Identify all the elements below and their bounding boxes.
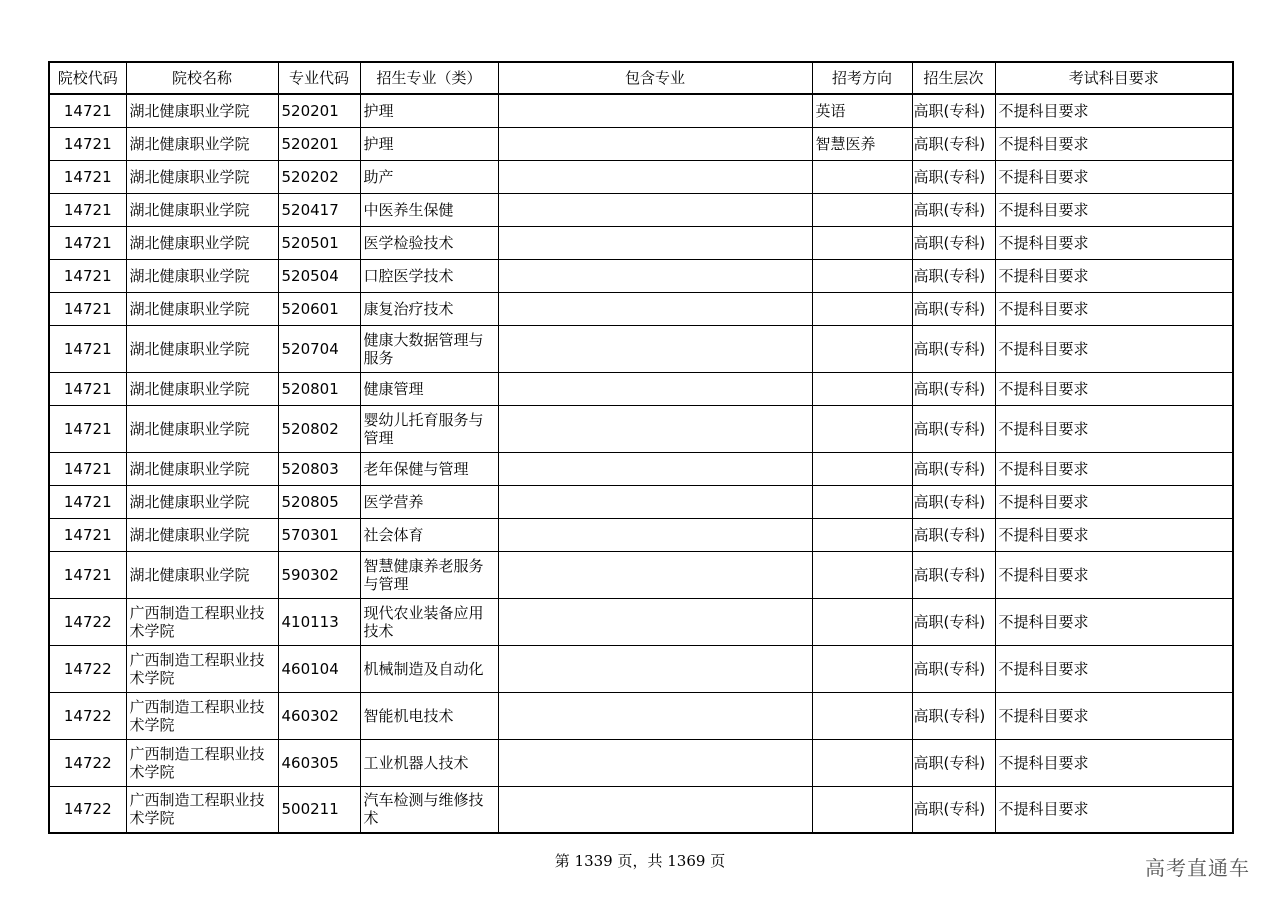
cell-school-code: 14721	[49, 127, 126, 160]
cell-school-code: 14721	[49, 372, 126, 405]
cell-school-name: 湖北健康职业学院	[126, 485, 278, 518]
header-requirement: 考试科目要求	[995, 62, 1233, 94]
cell-level: 高职(专科)	[912, 485, 995, 518]
cell-direction	[812, 325, 912, 372]
cell-level: 高职(专科)	[912, 160, 995, 193]
cell-requirement: 不提科目要求	[995, 405, 1233, 452]
cell-school-code: 14722	[49, 598, 126, 645]
cell-level: 高职(专科)	[912, 325, 995, 372]
cell-school-name: 湖北健康职业学院	[126, 292, 278, 325]
cell-level: 高职(专科)	[912, 193, 995, 226]
cell-school-code: 14721	[49, 226, 126, 259]
cell-included-majors	[498, 485, 812, 518]
header-included-majors: 包含专业	[498, 62, 812, 94]
cell-school-code: 14721	[49, 160, 126, 193]
cell-included-majors	[498, 325, 812, 372]
cell-major-code: 570301	[278, 518, 360, 551]
cell-major: 医学营养	[360, 485, 498, 518]
cell-included-majors	[498, 127, 812, 160]
cell-major: 智慧健康养老服务与管理	[360, 551, 498, 598]
cell-major: 汽车检测与维修技术	[360, 786, 498, 833]
cell-direction: 英语	[812, 94, 912, 127]
cell-major-code: 520601	[278, 292, 360, 325]
table-row	[49, 452, 1233, 485]
table-row	[49, 325, 1233, 372]
cell-major: 医学检验技术	[360, 226, 498, 259]
cell-included-majors	[498, 739, 812, 786]
cell-school-code: 14721	[49, 259, 126, 292]
table-row	[49, 405, 1233, 452]
table-row	[49, 160, 1233, 193]
table-row	[49, 94, 1233, 127]
cell-major: 护理	[360, 127, 498, 160]
cell-major: 助产	[360, 160, 498, 193]
cell-major-code: 590302	[278, 551, 360, 598]
cell-included-majors	[498, 193, 812, 226]
cell-requirement: 不提科目要求	[995, 127, 1233, 160]
cell-level: 高职(专科)	[912, 692, 995, 739]
cell-requirement: 不提科目要求	[995, 518, 1233, 551]
cell-included-majors	[498, 259, 812, 292]
cell-school-name: 湖北健康职业学院	[126, 226, 278, 259]
cell-school-name: 湖北健康职业学院	[126, 127, 278, 160]
cell-direction: 智慧医养	[812, 127, 912, 160]
cell-major-code: 460104	[278, 645, 360, 692]
cell-requirement: 不提科目要求	[995, 226, 1233, 259]
cell-level: 高职(专科)	[912, 127, 995, 160]
cell-direction	[812, 551, 912, 598]
cell-requirement: 不提科目要求	[995, 485, 1233, 518]
table-row	[49, 518, 1233, 551]
cell-direction	[812, 485, 912, 518]
cell-school-name: 广西制造工程职业技术学院	[126, 692, 278, 739]
cell-level: 高职(专科)	[912, 94, 995, 127]
cell-major: 口腔医学技术	[360, 259, 498, 292]
cell-included-majors	[498, 452, 812, 485]
cell-level: 高职(专科)	[912, 518, 995, 551]
cell-school-name: 广西制造工程职业技术学院	[126, 645, 278, 692]
cell-major-code: 520802	[278, 405, 360, 452]
cell-included-majors	[498, 551, 812, 598]
cell-direction	[812, 405, 912, 452]
cell-major-code: 520801	[278, 372, 360, 405]
cell-included-majors	[498, 372, 812, 405]
cell-major: 智能机电技术	[360, 692, 498, 739]
cell-included-majors	[498, 645, 812, 692]
cell-direction	[812, 645, 912, 692]
table-row	[49, 739, 1233, 786]
table-row	[49, 193, 1233, 226]
table-row	[49, 259, 1233, 292]
table-row	[49, 226, 1233, 259]
table-row	[49, 127, 1233, 160]
header-major: 招生专业（类）	[360, 62, 498, 94]
cell-requirement: 不提科目要求	[995, 372, 1233, 405]
cell-included-majors	[498, 405, 812, 452]
header-level: 招生层次	[912, 62, 995, 94]
header-major-code: 专业代码	[278, 62, 360, 94]
cell-school-name: 湖北健康职业学院	[126, 325, 278, 372]
cell-major-code: 520417	[278, 193, 360, 226]
cell-major: 社会体育	[360, 518, 498, 551]
cell-requirement: 不提科目要求	[995, 160, 1233, 193]
cell-direction	[812, 598, 912, 645]
admissions-table	[48, 61, 1234, 834]
table-row	[49, 551, 1233, 598]
cell-major: 康复治疗技术	[360, 292, 498, 325]
cell-major-code: 520201	[278, 94, 360, 127]
cell-school-name: 湖北健康职业学院	[126, 518, 278, 551]
cell-level: 高职(专科)	[912, 292, 995, 325]
cell-major-code: 460302	[278, 692, 360, 739]
cell-school-code: 14721	[49, 405, 126, 452]
cell-included-majors	[498, 292, 812, 325]
cell-major: 工业机器人技术	[360, 739, 498, 786]
cell-major-code: 410113	[278, 598, 360, 645]
cell-direction	[812, 786, 912, 833]
cell-school-code: 14721	[49, 292, 126, 325]
cell-school-code: 14721	[49, 325, 126, 372]
cell-major: 老年保健与管理	[360, 452, 498, 485]
table-row	[49, 786, 1233, 833]
cell-major: 中医养生保健	[360, 193, 498, 226]
cell-major-code: 520803	[278, 452, 360, 485]
cell-level: 高职(专科)	[912, 551, 995, 598]
header-school-code: 院校代码	[49, 62, 126, 94]
cell-school-code: 14721	[49, 518, 126, 551]
table-row	[49, 645, 1233, 692]
cell-direction	[812, 259, 912, 292]
cell-direction	[812, 692, 912, 739]
cell-requirement: 不提科目要求	[995, 739, 1233, 786]
cell-school-code: 14722	[49, 739, 126, 786]
cell-school-name: 湖北健康职业学院	[126, 551, 278, 598]
table-row	[49, 372, 1233, 405]
cell-level: 高职(专科)	[912, 405, 995, 452]
cell-included-majors	[498, 598, 812, 645]
cell-major-code: 520201	[278, 127, 360, 160]
cell-direction	[812, 739, 912, 786]
cell-included-majors	[498, 226, 812, 259]
cell-level: 高职(专科)	[912, 645, 995, 692]
cell-school-code: 14722	[49, 786, 126, 833]
cell-level: 高职(专科)	[912, 259, 995, 292]
cell-school-code: 14721	[49, 551, 126, 598]
cell-requirement: 不提科目要求	[995, 551, 1233, 598]
table-row	[49, 598, 1233, 645]
cell-school-name: 湖北健康职业学院	[126, 160, 278, 193]
cell-level: 高职(专科)	[912, 372, 995, 405]
header-school-name: 院校名称	[126, 62, 278, 94]
cell-school-code: 14721	[49, 193, 126, 226]
cell-major: 健康管理	[360, 372, 498, 405]
cell-direction	[812, 372, 912, 405]
cell-major: 现代农业装备应用技术	[360, 598, 498, 645]
cell-school-code: 14721	[49, 94, 126, 127]
cell-school-name: 湖北健康职业学院	[126, 259, 278, 292]
page-footer: 第 1339 页，共 1369 页	[554, 852, 726, 870]
cell-requirement: 不提科目要求	[995, 598, 1233, 645]
cell-direction	[812, 226, 912, 259]
cell-major-code: 520202	[278, 160, 360, 193]
cell-requirement: 不提科目要求	[995, 452, 1233, 485]
header-row	[49, 62, 1233, 94]
cell-included-majors	[498, 786, 812, 833]
cell-school-name: 广西制造工程职业技术学院	[126, 739, 278, 786]
cell-requirement: 不提科目要求	[995, 193, 1233, 226]
cell-included-majors	[498, 692, 812, 739]
cell-school-name: 广西制造工程职业技术学院	[126, 786, 278, 833]
cell-major-code: 500211	[278, 786, 360, 833]
cell-level: 高职(专科)	[912, 452, 995, 485]
cell-direction	[812, 160, 912, 193]
cell-school-name: 湖北健康职业学院	[126, 372, 278, 405]
cell-school-name: 湖北健康职业学院	[126, 94, 278, 127]
cell-major-code: 520504	[278, 259, 360, 292]
cell-requirement: 不提科目要求	[995, 786, 1233, 833]
cell-school-code: 14721	[49, 452, 126, 485]
cell-major-code: 520704	[278, 325, 360, 372]
table-row	[49, 485, 1233, 518]
cell-level: 高职(专科)	[912, 598, 995, 645]
cell-major: 护理	[360, 94, 498, 127]
cell-included-majors	[498, 94, 812, 127]
table-row	[49, 692, 1233, 739]
cell-school-code: 14721	[49, 485, 126, 518]
cell-school-code: 14722	[49, 692, 126, 739]
cell-major: 婴幼儿托育服务与管理	[360, 405, 498, 452]
cell-school-code: 14722	[49, 645, 126, 692]
table-row	[49, 292, 1233, 325]
cell-level: 高职(专科)	[912, 786, 995, 833]
cell-school-name: 湖北健康职业学院	[126, 193, 278, 226]
cell-direction	[812, 193, 912, 226]
cell-included-majors	[498, 160, 812, 193]
cell-direction	[812, 292, 912, 325]
cell-direction	[812, 452, 912, 485]
cell-level: 高职(专科)	[912, 226, 995, 259]
cell-requirement: 不提科目要求	[995, 645, 1233, 692]
watermark: 高考直通车	[1145, 856, 1250, 880]
cell-included-majors	[498, 518, 812, 551]
cell-requirement: 不提科目要求	[995, 94, 1233, 127]
cell-requirement: 不提科目要求	[995, 259, 1233, 292]
cell-major-code: 460305	[278, 739, 360, 786]
cell-major: 机械制造及自动化	[360, 645, 498, 692]
cell-school-name: 湖北健康职业学院	[126, 452, 278, 485]
header-direction: 招考方向	[812, 62, 912, 94]
cell-school-name: 广西制造工程职业技术学院	[126, 598, 278, 645]
cell-level: 高职(专科)	[912, 739, 995, 786]
table-body	[49, 94, 1233, 833]
cell-major-code: 520805	[278, 485, 360, 518]
cell-major-code: 520501	[278, 226, 360, 259]
cell-direction	[812, 518, 912, 551]
cell-requirement: 不提科目要求	[995, 325, 1233, 372]
cell-requirement: 不提科目要求	[995, 292, 1233, 325]
cell-school-name: 湖北健康职业学院	[126, 405, 278, 452]
cell-requirement: 不提科目要求	[995, 692, 1233, 739]
cell-major: 健康大数据管理与服务	[360, 325, 498, 372]
